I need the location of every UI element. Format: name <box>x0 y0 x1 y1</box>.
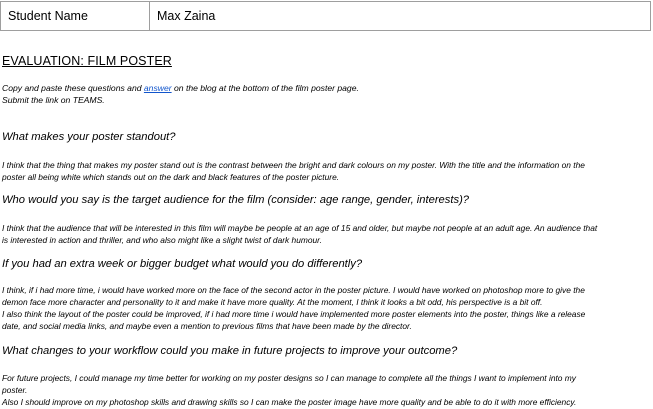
instructions-line1-end: on the blog at the bottom of the film poster page. <box>171 83 359 93</box>
instructions-line1-start: Copy and paste these questions and <box>2 83 144 93</box>
page-title: EVALUATION: FILM POSTER <box>2 54 172 68</box>
answer-1[interactable] <box>2 159 650 183</box>
answer-4-line-2: poster. <box>2 385 28 395</box>
answer-4[interactable] <box>2 372 650 408</box>
question-2: Who would you say is the target audience for the film (consider: age range, gender, interests)? <box>2 194 470 206</box>
question-4: What changes to your workflow could you make in future projects to improve your outcome? <box>2 345 458 357</box>
answer-3-line-2: demon face more character and personality to it and make it have more quality. At the moment, I think it looks a bit odd, his perspective is a bit off. <box>2 297 543 307</box>
answer-3-line-3: I also think the layout of the poster could be improved, if i had more time i would have implemented more poster elements into the poster, things like a release <box>2 309 586 319</box>
student-info-table <box>0 1 651 31</box>
answer-4-line-1: For future projects, I could manage my time better for working on my poster designs so I can manage to complete all the things I want to implement into my <box>2 373 576 383</box>
answer-2-line-2: is interested in action and thriller, and who also might like a slight twist of dark humour. <box>2 235 322 245</box>
answer-1-line-1: I think that the thing that makes my poster stand out is the contrast between the bright and dark colours on my poster. With the title and the information on the <box>2 160 585 170</box>
instructions <box>2 82 359 106</box>
answer-2-line-1: I think that the audience that will be interested in this film will maybe be people at an age of 15 and older, but maybe not people at an adult age. An audience that <box>2 223 598 233</box>
answer-4-line-3: Also I should improve on my photoshop skills and drawing skills so I can make the poster image have more quality and be able to do it with more efficiency. <box>2 397 577 407</box>
answer-3[interactable] <box>2 284 650 332</box>
answer-1-line-2: poster all being white which stands out on the dark and black features of the poster picture. <box>2 172 340 182</box>
question-3: If you had an extra week or bigger budget what would you do differently? <box>2 258 363 270</box>
student-name-row <box>1 2 651 31</box>
student-name-label: Student Name <box>1 2 150 31</box>
answer-link[interactable]: answer <box>143 83 172 93</box>
answer-2[interactable] <box>2 222 650 246</box>
instructions-line2: Submit the link on TEAMS. <box>2 95 105 105</box>
answer-3-line-4: date, and social media links, and maybe even a mention to previous films that have been made by the director. <box>2 321 412 331</box>
student-name-value[interactable]: Max Zaina <box>150 2 651 31</box>
answer-3-line-1: I think, if i had more time, i would have worked more on the face of the second actor in the poster picture. I would have worked on photoshop more to give the <box>2 285 585 295</box>
question-1: What makes your poster standout? <box>2 131 176 143</box>
